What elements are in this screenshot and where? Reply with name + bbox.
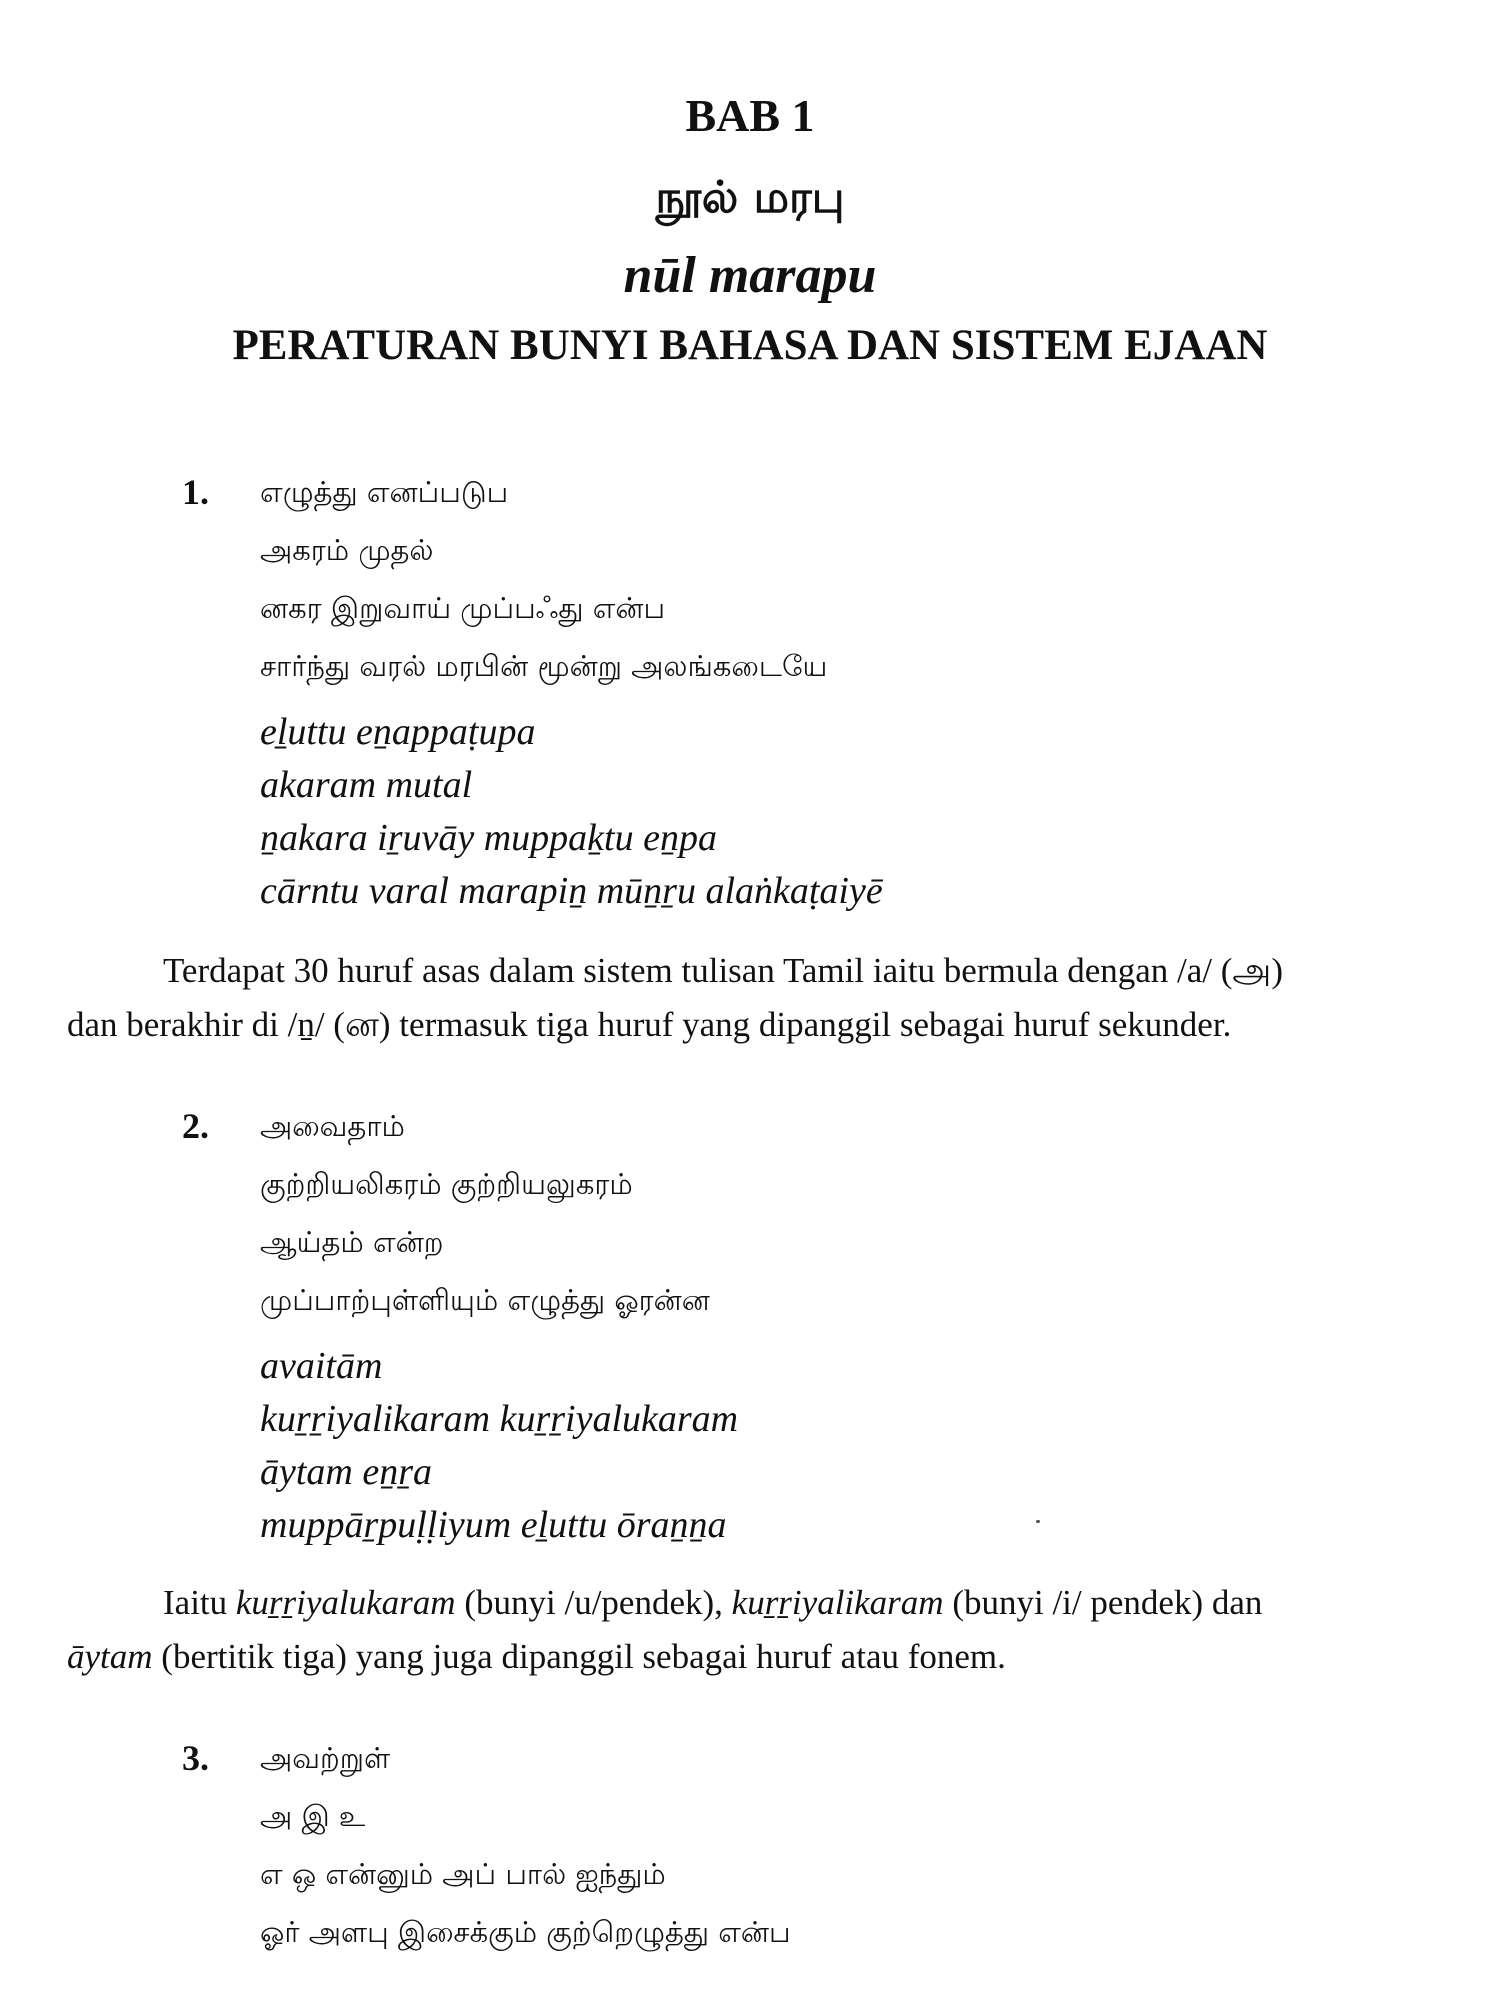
verse-line: ஓர் அளபு இசைக்கும் குற்றெழுத்து என்ப: [260, 1915, 791, 1949]
transliteration-line: akaram mutal: [260, 764, 473, 806]
chapter-title-transliteration: nūl marapu: [623, 247, 877, 304]
verse-1-tamil: [260, 468, 827, 700]
explanation-paragraph-1: [67, 946, 1447, 1054]
transliteration-line: muppāṟpuḷḷiyum eḻuttu ōraṉṉa: [260, 1504, 727, 1546]
term-aytam: āytam: [67, 1637, 153, 1676]
chapter-title-tamil: நூல் மரபு: [655, 172, 845, 223]
transliteration-line: kuṟṟiyalikaram kuṟṟiyalukaram: [260, 1398, 739, 1440]
verse-line: அவற்றுள்: [260, 1741, 391, 1775]
explanation-paragraph-2: [67, 1578, 1447, 1686]
transliteration-line: āytam eṉṟa: [260, 1451, 433, 1493]
verse-line: சார்ந்து வரல் மரபின் மூன்று அலங்கடையே: [260, 649, 828, 683]
transliteration-line: avaitām: [260, 1345, 383, 1387]
verse-3-tamil: [260, 1734, 791, 1966]
term-kurriyalikaram: kuṟṟiyalikaram: [731, 1583, 944, 1622]
verse-line: அவைதாம்: [260, 1109, 405, 1143]
verse-2-number: 2.: [182, 1106, 209, 1146]
verse-line: முப்பாற்புள்ளியும் எழுத்து ஓரன்ன: [260, 1283, 710, 1317]
text-run: Iaitu: [163, 1583, 236, 1622]
chapter-subtitle: PERATURAN BUNYI BAHASA DAN SISTEM EJAAN: [232, 322, 1268, 369]
verse-1-number: 1.: [182, 472, 209, 512]
verse-3-number: 3.: [182, 1738, 209, 1778]
verse-line: அகரம் முதல்: [260, 533, 434, 567]
verse-1-transliteration: [260, 708, 883, 920]
text-run: (bertitik tiga) yang juga dipanggil sebagai huruf atau fonem.: [152, 1637, 1006, 1676]
verse-line: எழுத்து எனப்படுப: [260, 475, 509, 509]
scan-speck: [1036, 1520, 1040, 1523]
transliteration-line: ṉakara iṟuvāy muppaḵtu eṉpa: [260, 817, 717, 859]
paragraph-line: [67, 1578, 1447, 1632]
verse-line: னகர இறுவாய் முப்பஃது என்ப: [260, 591, 666, 625]
verse-line: அ இ உ: [260, 1799, 366, 1833]
verse-line: எ ஒ என்னும் அப் பால் ஐந்தும்: [260, 1857, 666, 1891]
transliteration-line: eḻuttu eṉappaṭupa: [260, 711, 536, 753]
text-run: (bunyi /u/pendek),: [455, 1583, 732, 1622]
paragraph-line: Terdapat 30 huruf asas dalam sistem tulisan Tamil iaitu bermula dengan /a/ (அ): [163, 951, 1283, 990]
chapter-heading: BAB 1: [685, 90, 815, 141]
transliteration-line: cārntu varal marapiṉ mūṉṟu alaṅkaṭaiyē: [260, 870, 883, 912]
paragraph-line: [67, 1632, 1447, 1686]
verse-line: குற்றியலிகரம் குற்றியலுகரம்: [260, 1167, 633, 1201]
text-run: (bunyi /i/ pendek) dan: [943, 1583, 1263, 1622]
paragraph-line: dan berakhir di /ṉ/ (ன) termasuk tiga huruf yang dipanggil sebagai huruf sekunder.: [67, 1005, 1232, 1044]
term-kurriyalukaram: kuṟṟiyalukaram: [235, 1583, 456, 1622]
verse-2-tamil: [260, 1102, 710, 1334]
verse-2-transliteration: [260, 1342, 738, 1554]
verse-line: ஆய்தம் என்ற: [260, 1225, 444, 1259]
